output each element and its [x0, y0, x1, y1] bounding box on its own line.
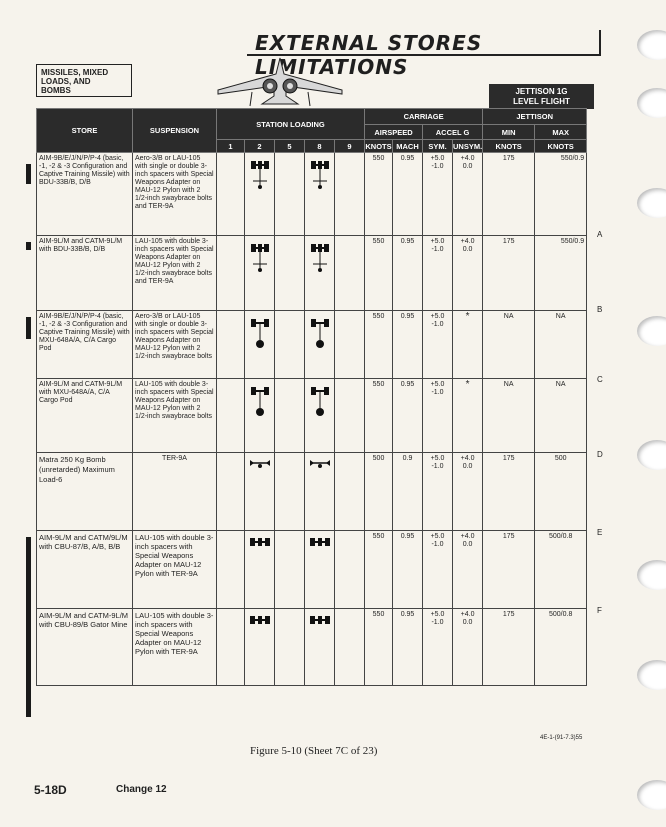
- stores-table: [36, 108, 587, 686]
- row-letter: C: [597, 375, 603, 384]
- figure-caption: Figure 5-10 (Sheet 7C of 23): [250, 745, 378, 757]
- binder-hole: [637, 780, 666, 810]
- category-line: MISSILES, MIXED: [41, 68, 109, 77]
- unsym-subheader: UNSYM.: [453, 141, 483, 151]
- table-row: [37, 153, 587, 236]
- jettison-header-line: LEVEL FLIGHT: [513, 97, 570, 106]
- jettison-max-cell: 550/0.9: [535, 236, 587, 311]
- table-row: [37, 236, 587, 311]
- aircraft-icon: [212, 56, 348, 108]
- change-bar: [26, 537, 31, 717]
- unsym-cell: *: [453, 311, 483, 379]
- jettison-min-cell: 175: [483, 609, 535, 686]
- page-title-box: [247, 30, 601, 79]
- store-cell: AIM-9B/E/J/N/P/P-4 (basic, -1, -2 & -3 Configuration and Captive Training Missile) with MXU-648A/A, C/A Cargo Pod: [37, 311, 133, 379]
- col-accel-header: ACCEL G: [423, 125, 483, 140]
- jettison-max-cell: NA: [535, 311, 587, 379]
- category-line: BOMBS: [41, 86, 71, 95]
- missile-pod-icon: [308, 383, 332, 419]
- knots-cell: 550: [365, 531, 393, 609]
- sym-cell: +5.0 -1.0: [423, 236, 453, 311]
- col-max-header: MAX: [535, 125, 587, 140]
- col-jettison-header: JETTISON: [483, 109, 587, 125]
- missile-pod-icon: [248, 315, 272, 351]
- unsym-cell: +4.0 0.0: [453, 453, 483, 531]
- table-row: [37, 531, 587, 609]
- missile-rail-icon: [248, 613, 272, 627]
- binder-hole: [637, 560, 666, 590]
- missile-pod-icon: [308, 315, 332, 351]
- suspension-cell: TER-9A: [133, 453, 217, 531]
- ter-missile-bomb-icon: [248, 157, 272, 193]
- mach-cell: 0.9: [393, 453, 423, 531]
- col-station-loading-header: STATION LOADING: [217, 109, 365, 140]
- jettison-max-cell: 500/0.8: [535, 531, 587, 609]
- col-suspension-header: SUSPENSION: [133, 109, 217, 153]
- binder-hole: [637, 30, 666, 60]
- unsym-cell: +4.0 0.0: [453, 236, 483, 311]
- table-row: [37, 379, 587, 453]
- missile-rail-icon: [308, 613, 332, 627]
- change-bar: [26, 242, 31, 250]
- jettison-max-cell: 500: [535, 453, 587, 531]
- mach-cell: 0.95: [393, 311, 423, 379]
- suspension-cell: LAU-105 with double 3-inch spacers with Special Weapons Adapter on MAU-12 Pylon with 2 1/2-inch swaybrace bolts and TER-9A: [133, 236, 217, 311]
- mach-cell: 0.95: [393, 531, 423, 609]
- knots-subheader: KNOTS: [365, 141, 392, 151]
- mach-subheader: MACH: [393, 140, 423, 153]
- page-number: 5-18D: [34, 783, 67, 797]
- col-carriage-header: CARRIAGE: [365, 109, 483, 125]
- jettison-knots-subheader: KNOTS: [483, 140, 535, 153]
- ter-missile-bomb-icon: [248, 240, 272, 276]
- binder-hole: [637, 188, 666, 218]
- store-cell: AIM-9L/M and CATM/9L/M with CBU-87/B, A/B, B/B: [37, 531, 133, 609]
- knots-cell: 550: [365, 311, 393, 379]
- table-row: [37, 453, 587, 531]
- binder-hole: [637, 440, 666, 470]
- unsym-cell: *: [453, 379, 483, 453]
- store-cell: AIM-9L/M and CATM-9L/M with MXU-648A/A, C/A Cargo Pod: [37, 379, 133, 453]
- station-header: 2: [245, 140, 275, 153]
- col-airspeed-header: AIRSPEED: [365, 125, 423, 140]
- row-letter: B: [597, 305, 603, 314]
- station-header: 5: [275, 140, 305, 153]
- station-header: 1: [217, 140, 245, 153]
- mach-cell: 0.95: [393, 609, 423, 686]
- store-cell: AIM-9L/M and CATM-9L/M with BDU-33B/B, D/B: [37, 236, 133, 311]
- row-letter: E: [597, 528, 603, 537]
- knots-cell: 550: [365, 609, 393, 686]
- station-header: 9: [335, 140, 365, 153]
- unsym-cell: +4.0 0.0: [453, 531, 483, 609]
- sym-cell: +5.0 -1.0: [423, 453, 453, 531]
- binder-hole: [637, 316, 666, 346]
- category-line: LOADS, AND: [41, 77, 91, 86]
- ter-missile-bomb-icon: [308, 157, 332, 193]
- jettison-header-line: JETTISON 1G: [515, 87, 568, 96]
- store-cell: AIM-9B/E/J/N/P/P-4 (basic, -1, -2 & -3 Configuration and Captive Training Missile) with BDU-33B/B, D/B: [37, 153, 133, 236]
- change-bar: [26, 317, 31, 339]
- ter-missile-bomb-icon: [308, 240, 332, 276]
- station-header: 8: [305, 140, 335, 153]
- knots-cell: 550: [365, 236, 393, 311]
- jettison-min-cell: NA: [483, 311, 535, 379]
- knots-cell: 550: [365, 379, 393, 453]
- category-box: [36, 64, 132, 97]
- ter-icon: [308, 457, 332, 471]
- mach-cell: 0.95: [393, 236, 423, 311]
- binder-hole: [637, 660, 666, 690]
- table-row: [37, 609, 587, 686]
- suspension-cell: LAU-105 with double 3-inch spacers with Special Weapons Adapter on MAU-12 Pylon with TER-9A: [133, 609, 217, 686]
- unsym-cell: +4.0 0.0: [453, 153, 483, 236]
- sym-cell: +5.0 -1.0: [423, 153, 453, 236]
- missile-rail-icon: [308, 535, 332, 549]
- suspension-cell: Aero-3/B or LAU-105 with single or double 3-inch spacers with Special Weapons Adapter on MAU-12 Pylon with 2 1/2-inch swaybrace bolts and TER-9A: [133, 153, 217, 236]
- jettison-min-cell: 175: [483, 531, 535, 609]
- jettison-min-cell: 175: [483, 236, 535, 311]
- suspension-cell: Aero-3/B or LAU-105 with single or double 3-inch spacers with Sepcial Weapons Adapter on MAU-12 Pylon with 2 1/2-inch swaybrace bolts: [133, 311, 217, 379]
- missile-pod-icon: [248, 383, 272, 419]
- mach-cell: 0.95: [393, 379, 423, 453]
- jettison-max-cell: 550/0.9: [535, 153, 587, 236]
- suspension-cell: LAU-105 with double 3-inch spacers with Special Weapons Adapter on MAU-12 Pylon with 2 1/2-inch swaybrace bolts: [133, 379, 217, 453]
- jettison-min-cell: NA: [483, 379, 535, 453]
- store-cell: Matra 250 Kg Bomb (unretarded) Maximum Load-6: [37, 453, 133, 531]
- row-letter: D: [597, 450, 603, 459]
- figure-reference: 4E-1-(91-7.3)55: [540, 735, 583, 741]
- col-store-header: STORE: [37, 109, 133, 153]
- mach-cell: 0.95: [393, 153, 423, 236]
- jettison-header: [489, 84, 594, 109]
- jettison-knots-subheader: KNOTS: [535, 140, 587, 153]
- jettison-min-cell: 175: [483, 453, 535, 531]
- jettison-max-cell: 500/0.8: [535, 609, 587, 686]
- col-min-header: MIN: [483, 125, 535, 140]
- knots-cell: 500: [365, 453, 393, 531]
- page-title: EXTERNAL STORES LIMITATIONS: [255, 31, 483, 79]
- sym-cell: +5.0 -1.0: [423, 609, 453, 686]
- jettison-min-cell: 175: [483, 153, 535, 236]
- row-letter: A: [597, 230, 603, 239]
- unsym-cell: +4.0 0.0: [453, 609, 483, 686]
- row-letter: F: [597, 606, 602, 615]
- jettison-max-cell: NA: [535, 379, 587, 453]
- sym-cell: +5.0 -1.0: [423, 379, 453, 453]
- store-cell: AIM-9L/M and CATM-9L/M with CBU-89/B Gator Mine: [37, 609, 133, 686]
- sym-cell: +5.0 -1.0: [423, 531, 453, 609]
- change-label: Change 12: [116, 784, 167, 795]
- sym-subheader: SYM.: [423, 140, 453, 153]
- sym-cell: +5.0 -1.0: [423, 311, 453, 379]
- table-row: [37, 311, 587, 379]
- suspension-cell: LAU-105 with double 3-inch spacers with Special Weapons Adapter on MAU-12 Pylon with TER-9A: [133, 531, 217, 609]
- change-bar: [26, 164, 31, 184]
- binder-hole: [637, 88, 666, 118]
- missile-rail-icon: [248, 535, 272, 549]
- knots-cell: 550: [365, 153, 393, 236]
- ter-icon: [248, 457, 272, 471]
